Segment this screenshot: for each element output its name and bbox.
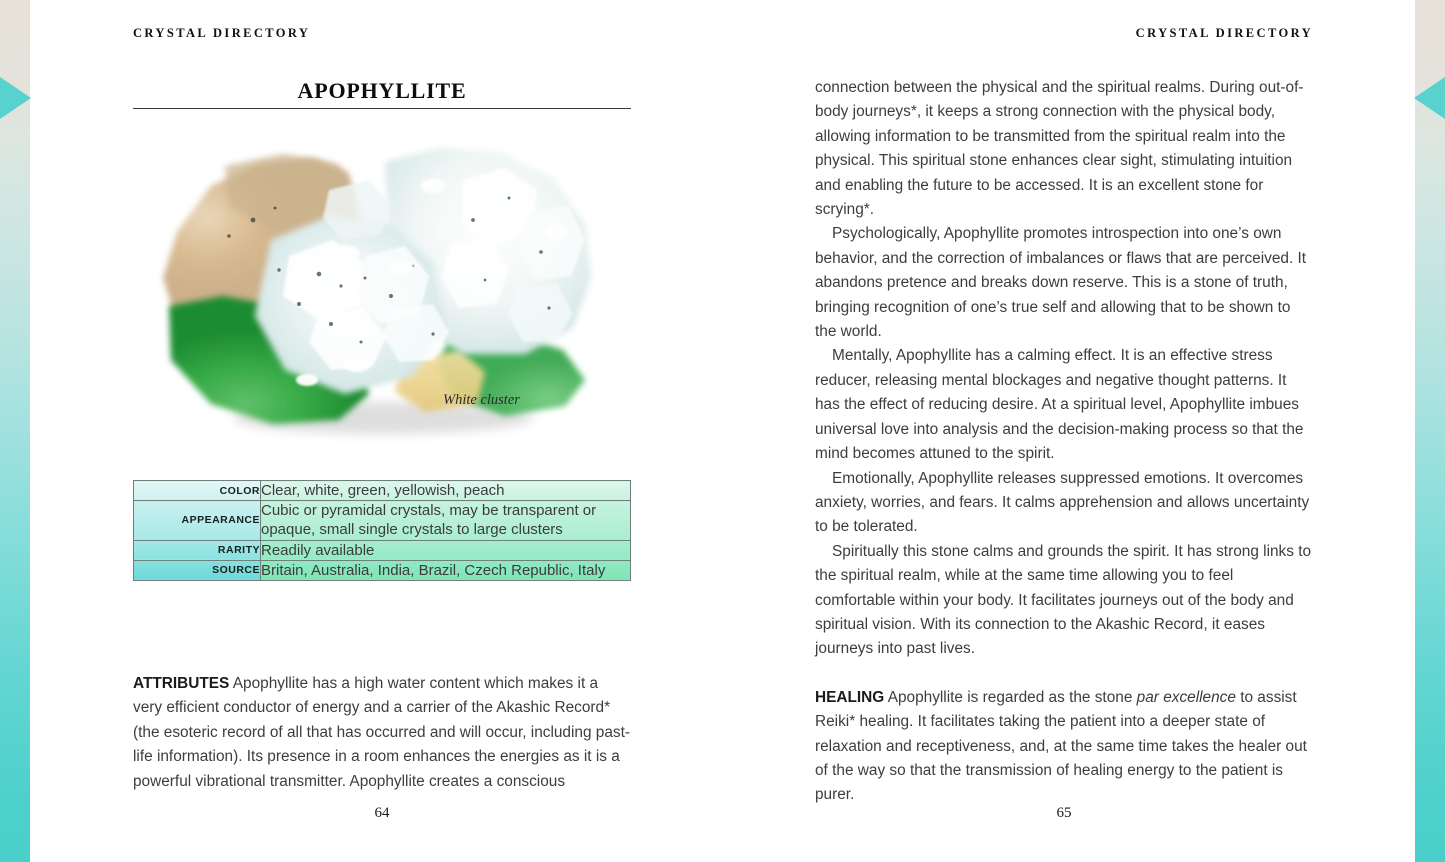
attributes-run-in-heading: ATTRIBUTES [133, 675, 230, 692]
recto-body-text [815, 76, 1313, 808]
table-row [134, 501, 631, 540]
property-label: COLOR [134, 481, 261, 501]
emotional-paragraph: Emotionally, Apophyllite releases suppressed emotions. It overcomes anxiety, worries, and fears. It calms apprehension and allows uncertainty to be tolerated. [815, 469, 1310, 536]
crystal-properties-table [133, 480, 631, 581]
table-row [134, 540, 631, 560]
property-label: SOURCE [134, 560, 261, 580]
continuation-paragraph: connection between the physical and the spiritual realms. During out-of-body journeys*, it keeps a strong connection with the physical body, allowing information to be transmitted from the spiritual realm into the physical. This spiritual stone enhances clear sight, stimulating intuition and enabling the future to be accessed. It is an excellent stone for scrying*. [815, 79, 1304, 219]
page-number-verso: 64 [374, 805, 390, 821]
property-value: Cubic or pyramidal crystals, may be transparent or opaque, small single crystals to large clusters [261, 501, 631, 540]
left-triangle-icon [0, 77, 31, 119]
healing-paragraph [815, 686, 1313, 808]
healing-body-part-2: to assist Reiki* healing. It facilitates taking the patient into a deeper state of relaxation and receptiveness, and, at the same time takes the healer out of the way so that the transmission of healing energy to the patient is purer. [815, 688, 1307, 804]
table-row [134, 560, 631, 580]
attributes-paragraph [133, 672, 631, 794]
mental-paragraph: Mentally, Apophyllite has a calming effect. It is an effective stress reducer, releasing mental blockages and negative thought patterns. It has the effect of reducing desire. At a spiritual level, Apophyllite imbues universal love into analysis and the decision-making process so that the mind becomes attuned to the spirit. [815, 347, 1304, 463]
healing-body-part-1: Apophyllite is regarded as the stone [884, 688, 1137, 706]
right-edge-gradient-strip [1415, 0, 1445, 862]
property-value: Britain, Australia, India, Brazil, Czech Republic, Italy [261, 560, 631, 580]
left-edge-gradient-strip [0, 0, 30, 862]
right-triangle-icon [1414, 77, 1445, 119]
spiritual-paragraph: Spiritually this stone calms and grounds the spirit. It has strong links to the spiritual realm, while at the same time allowing you to feel comfortable within your body. It facilitates journeys out of the body and spiritual vision. With its connection to the Akashic Record, it eases journeys into past lives. [815, 542, 1312, 658]
property-value: Clear, white, green, yellowish, peach [261, 481, 631, 501]
running-head-recto: CRYSTAL DIRECTORY [1135, 26, 1313, 40]
healing-italic-phrase: par excellence [1136, 688, 1236, 706]
title-rule-divider [133, 108, 631, 109]
attributes-body: Apophyllite has a high water content which makes it a very efficient conductor of energy and a carrier of the Akashic Record* (the esoteric record of all that has occurred and will occur, including past-life information). Its presence in a room enhances the energies as it is a powerful vibrational transmitter. Apophyllite creates a conscious [133, 675, 631, 790]
verso-body-text [133, 672, 631, 794]
crystal-photo-block [133, 128, 631, 448]
healing-run-in-heading: HEALING [815, 688, 885, 706]
property-value: Readily available [261, 540, 631, 560]
psychological-paragraph: Psychologically, Apophyllite promotes introspection into one’s own behavior, and the correction of imbalances or flaws that are perceived. It abandons pretence and breaks down reserve. This is a stone of truth, bringing recognition of one’s true self and allowing that to be shown to the world. [815, 225, 1307, 341]
entry-title-block [133, 72, 631, 109]
property-label: RARITY [134, 540, 261, 560]
apophyllite-specimen-image [133, 128, 631, 448]
running-head-verso: CRYSTAL DIRECTORY [133, 26, 311, 40]
table-row [134, 481, 631, 501]
photo-caption: White cluster [443, 392, 520, 408]
page-title: apophyllite [297, 70, 467, 105]
page-number-recto: 65 [1056, 805, 1072, 821]
property-label: APPEARANCE [134, 501, 261, 540]
